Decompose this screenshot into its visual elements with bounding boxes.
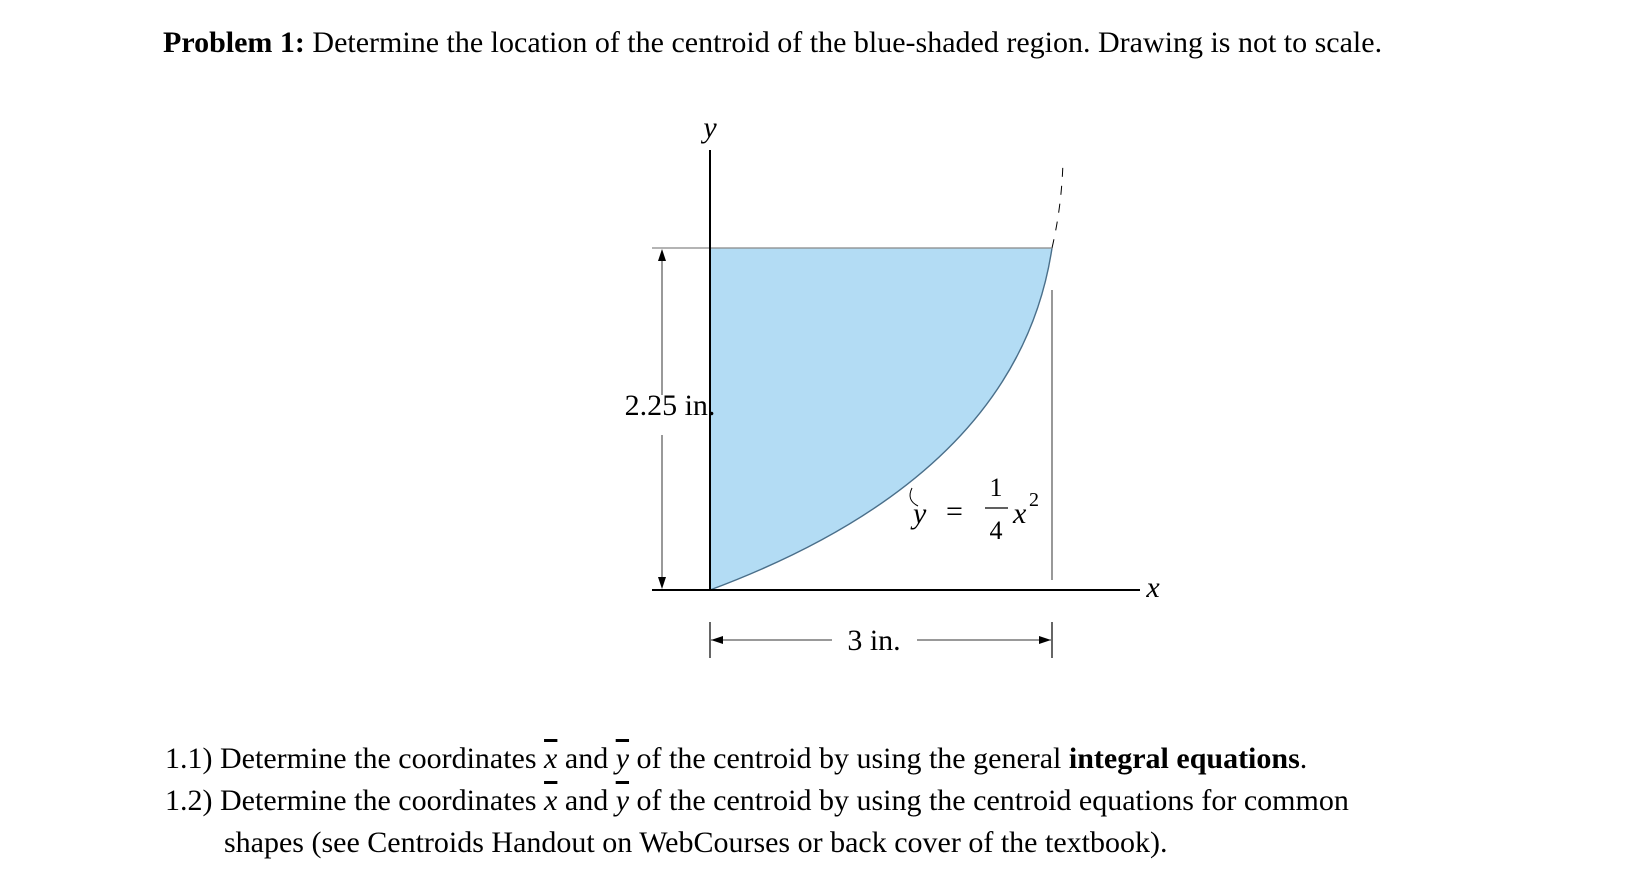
problem-statement: Determine the location of the centroid of the blue-shaded region. Drawing is not to scale. [304, 26, 1383, 59]
equation-exponent: 2 [1029, 489, 1039, 511]
equation-variable: x [1013, 497, 1027, 530]
question-text: and [557, 742, 616, 775]
width-arrow-right [1039, 636, 1051, 644]
x-bar-symbol: $\overline{x}$ [544, 742, 558, 775]
equation-numerator: 1 [989, 473, 1003, 502]
question-text: of the centroid by using the general [629, 742, 1069, 775]
question-list [165, 738, 1349, 864]
height-arrow-bottom [658, 577, 666, 589]
width-arrow-left [711, 636, 723, 644]
emphasis-integral-equations: integral equations [1068, 742, 1300, 775]
width-label: 3 in. [847, 624, 901, 657]
question-1-1 [165, 738, 1349, 780]
y-axis-label: y [703, 111, 717, 144]
x-axis-label: x [1146, 571, 1160, 604]
question-text: . [1299, 742, 1308, 775]
equation-lhs: y [913, 497, 927, 530]
question-text: of the centroid by using the centroid equations for common [629, 784, 1349, 817]
question-1-2-continuation: shapes (see Centroids Handout on WebCourses or back cover of the textbook). [224, 826, 1168, 859]
equation-equals: = [946, 495, 963, 528]
y-bar-symbol: $\overline{y}$ [615, 742, 630, 775]
x-bar-symbol: $\overline{x}$ [544, 784, 558, 817]
question-number: 1.1) [165, 742, 213, 775]
equation-denominator: 4 [989, 516, 1003, 545]
question-text: and [557, 784, 616, 817]
question-text: Determine the coordinates [212, 784, 545, 817]
y-bar-symbol: $\overline{y}$ [615, 784, 630, 817]
height-arrow-top [658, 249, 666, 261]
question-1-2 [165, 780, 1349, 822]
question-text: Determine the coordinates [212, 742, 545, 775]
parabola-extension-dashed [1052, 160, 1063, 248]
problem-number: Problem 1: [163, 26, 305, 59]
height-label: 2.25 in. [624, 389, 716, 422]
question-number: 1.2) [165, 784, 213, 817]
